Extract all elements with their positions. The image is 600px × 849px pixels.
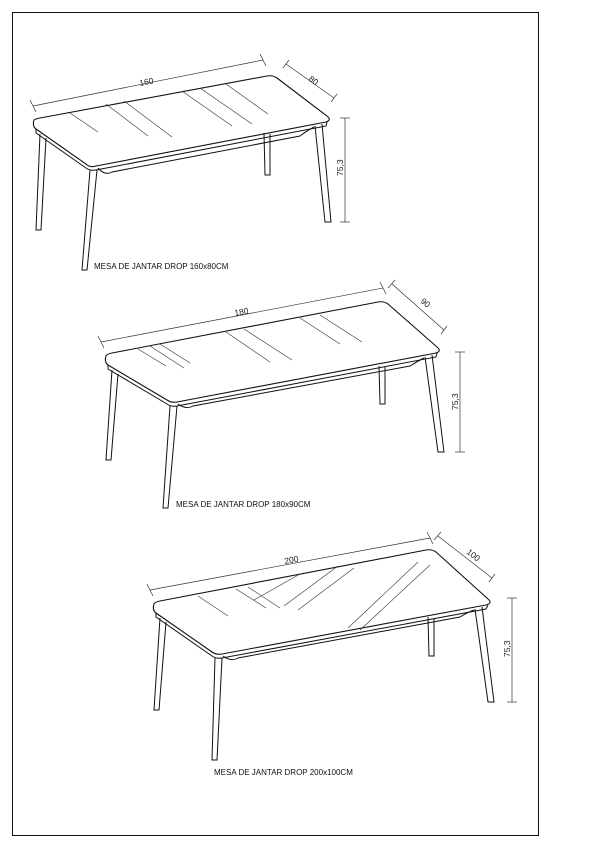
length-label: 180: [233, 305, 250, 318]
table-caption: MESA DE JANTAR DROP 200x100CM: [214, 768, 353, 777]
width-label: 80: [306, 73, 321, 88]
height-label: 75,3: [502, 640, 512, 657]
width-label: 100: [464, 546, 483, 564]
length-label: 160: [138, 75, 155, 88]
table-caption: MESA DE JANTAR DROP 180x90CM: [176, 500, 311, 509]
table-top: [153, 550, 490, 659]
width-label: 90: [418, 295, 433, 310]
height-label: 75,3: [450, 393, 460, 410]
length-label: 200: [283, 553, 300, 566]
table-top: [33, 73, 329, 171]
table-top: [105, 302, 439, 407]
table-drawing-160x80: [30, 54, 350, 271]
table-drawing-180x90: [98, 280, 465, 509]
table-drawing-200x100: [147, 532, 517, 777]
table-caption: MESA DE JANTAR DROP 160x80CM: [94, 262, 229, 271]
height-label: 75,3: [335, 159, 345, 176]
